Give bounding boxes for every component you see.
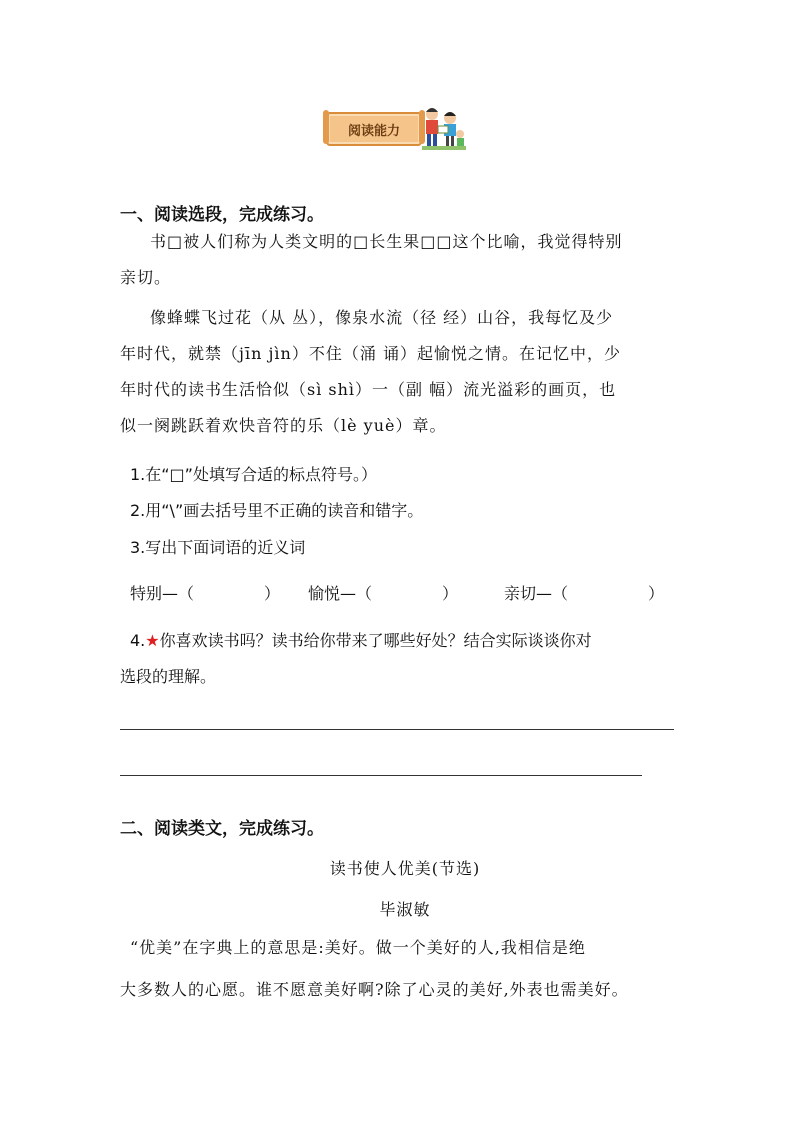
passage-line: 年时代，就禁（jīn jìn）不住（涌 诵）起愉悦之情。在记忆中，少 bbox=[120, 344, 621, 363]
article-line: “优美”在字典上的意思是:美好。做一个美好的人,我相信是绝 bbox=[130, 938, 586, 957]
question-4: 4.★你喜欢读书吗？读书给你带来了哪些好处？结合实际谈谈你对 bbox=[130, 631, 592, 650]
banner-label: 阅读能力 bbox=[347, 124, 400, 139]
passage-line: 书□被人们称为人类文明的□长生果□□这个比喻，我觉得特别 bbox=[150, 232, 623, 251]
star-icon: ★ bbox=[145, 631, 160, 650]
question-4-continued: 选段的理解。 bbox=[120, 667, 217, 686]
article-title: 读书使人优美(节选) bbox=[329, 859, 481, 878]
synonym-word-1: 特别—（ bbox=[130, 584, 195, 603]
synonym-item: 愉悦—（ ） bbox=[308, 584, 459, 603]
synonym-item: 亲切—（ ） bbox=[504, 584, 665, 603]
synonym-item: 特别—（ ） bbox=[130, 584, 281, 603]
answer-line[interactable] bbox=[120, 775, 642, 776]
synonym-word-2: 愉悦—（ bbox=[308, 584, 373, 603]
question-1: 1.在“□”处填写合适的标点符号。） bbox=[130, 465, 377, 484]
article-author: 毕淑敏 bbox=[379, 900, 431, 919]
article-line: 大多数人的心愿。谁不愿意美好啊?除了心灵的美好,外表也需美好。 bbox=[120, 980, 629, 999]
scroll-label bbox=[326, 112, 422, 146]
question-3: 3.写出下面词语的近义词 bbox=[130, 538, 306, 557]
passage-line: 似一阕跳跃着欢快音符的乐（lè yuè）章。 bbox=[120, 416, 447, 435]
section-two-heading: 二、阅读类文，完成练习。 bbox=[120, 819, 324, 839]
synonym-word-3: 亲切—（ bbox=[504, 584, 569, 603]
question-2: 2.用“\”画去括号里不正确的读音和错字。 bbox=[130, 501, 424, 520]
passage-line: 亲切。 bbox=[120, 268, 172, 287]
reading-ability-banner bbox=[326, 104, 466, 152]
answer-line[interactable] bbox=[120, 729, 674, 730]
passage-line: 像蜂蝶飞过花（从 丛），像泉水流（径 经）山谷，我每忆及少 bbox=[150, 308, 614, 327]
section-one-heading: 一、阅读选段，完成练习。 bbox=[120, 205, 324, 225]
passage-line: 年时代的读书生活恰似（sì shì）一（副 幅）流光溢彩的画页，也 bbox=[120, 380, 617, 399]
children-reading-illustration-icon bbox=[422, 104, 466, 152]
